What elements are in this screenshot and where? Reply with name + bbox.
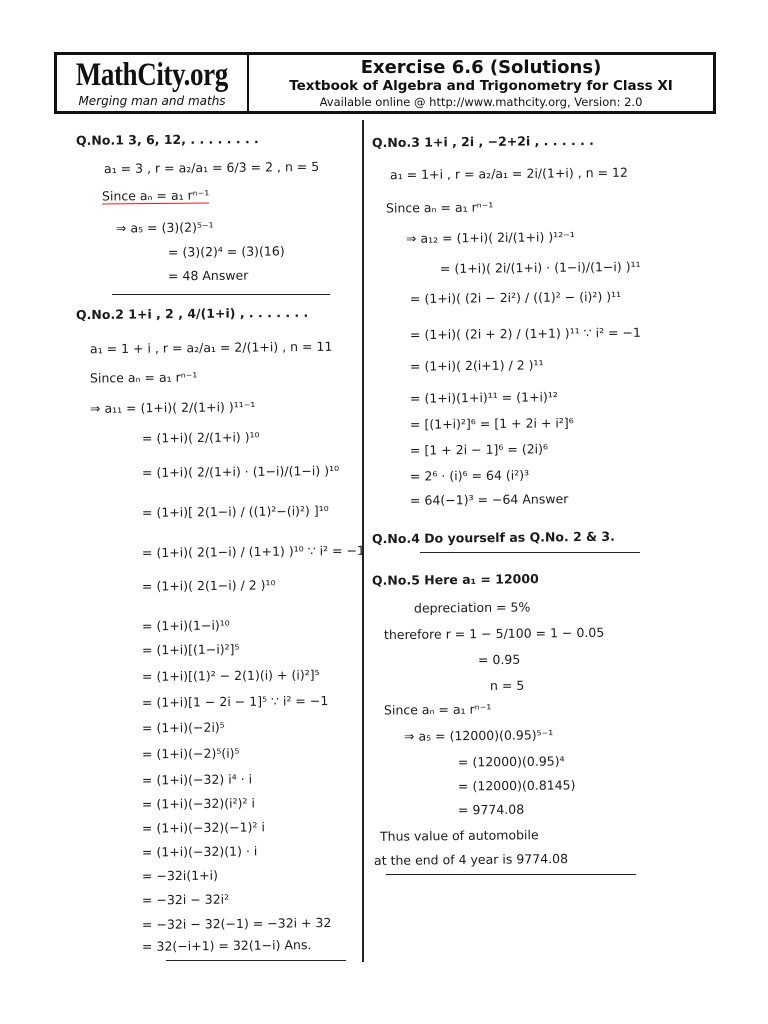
separator-rule (112, 294, 330, 295)
answer-line: = 32(−i+1) = 32(1−i) Ans. (141, 937, 312, 954)
conclusion-line: at the end of 4 year is 9774.08 (373, 850, 569, 869)
solution-line: = (1+i)( (2i − 2i²) / ((1)² − (i)²) )¹¹ (409, 288, 622, 307)
solution-line: ⇒ a₅ = (3)(2)⁵⁻¹ (115, 219, 214, 236)
tagline: Merging man and maths (78, 94, 226, 108)
availability-line[interactable]: Available online @ http://www.mathcity.org, Version: 2.0 (319, 95, 643, 109)
question-4-heading: Q.No.4 Do yourself as Q.No. 2 & 3. (371, 528, 615, 547)
solution-line: = (12000)(0.8145) (457, 777, 576, 794)
solution-line: = [1 + 2i − 1]⁶ = (2i)⁶ (409, 441, 549, 458)
solution-line: a₁ = 1+i , r = a₂/a₁ = 2i/(1+i) , n = 12 (389, 164, 628, 183)
solution-line: = (1+i)( (2i + 2) / (1+1) )¹¹ ∵ i² = −1 (409, 324, 641, 343)
solution-line: = (1+i)[ 2(1−i) / ((1)²−(i)²) ]¹⁰ (141, 503, 329, 520)
solution-line: = (1+i)[(1)² − 2(1)(i) + (i)²]⁵ (141, 667, 320, 684)
logo-box (57, 55, 249, 111)
question-5-heading: Q.No.5 Here a₁ = 12000 (371, 571, 539, 588)
solution-line: = −32i − 32i² (141, 891, 230, 908)
solution-line: ⇒ a₅ = (12000)(0.95)⁵⁻¹ (403, 727, 554, 744)
book-subtitle: Textbook of Algebra and Trigonometry for Class XI (289, 78, 673, 94)
solution-line: = (1+i)(−2i)⁵ (141, 719, 225, 736)
solution-line: = (3)(2)⁴ = (3)(16) (167, 243, 285, 260)
solution-line: n = 5 (489, 677, 525, 694)
solution-line: = 0.95 (477, 651, 521, 668)
separator-rule (166, 960, 346, 961)
separator-rule (386, 874, 636, 875)
solution-line: a₁ = 1 + i , r = a₂/a₁ = 2/(1+i) , n = 11 (89, 338, 333, 357)
solution-line: = (1+i)( 2(1−i) / (1+1) )¹⁰ ∵ i² = −1 (141, 542, 366, 561)
solution-line: = (1+i)( 2/(1+i) · (1−i)/(1−i) )¹⁰ (141, 462, 340, 481)
answer-line: = 64(−1)³ = −64 Answer (409, 491, 569, 508)
formula-line: Since aₙ = a₁ rⁿ⁻¹ (385, 199, 494, 216)
solution-line: = 9774.08 (457, 801, 525, 818)
conclusion-line: Thus value of automobile (379, 827, 539, 844)
question-1-heading: Q.No.1 3, 6, 12, . . . . . . . . (75, 131, 259, 148)
solution-line: = (1+i)(1−i)¹⁰ (141, 617, 230, 634)
solution-line: = (1+i)(1+i)¹¹ = (1+i)¹² (409, 389, 558, 406)
solution-line: = 2⁶ · (i)⁶ = 64 (i²)³ (409, 467, 530, 484)
solution-line: = (1+i)(−2)⁵(i)⁵ (141, 745, 240, 762)
solution-line: = (1+i)(−32)(−1)² i (141, 819, 265, 836)
solution-line: = (1+i)( 2i/(1+i) · (1−i)/(1−i) )¹¹ (439, 258, 641, 277)
solution-line: = (1+i)(−32) i⁴ · i (141, 771, 253, 788)
mathcity-logo[interactable]: MathCity.org (75, 57, 229, 93)
exercise-title: Exercise 6.6 (Solutions) (360, 57, 602, 78)
solution-line: = −32i − 32(−1) = −32i + 32 (141, 915, 332, 932)
solution-line: a₁ = 3 , r = a₂/a₁ = 6/3 = 2 , n = 5 (103, 158, 320, 177)
formula-line: Since aₙ = a₁ rⁿ⁻¹ (89, 369, 198, 386)
formula-line: Since aₙ = a₁ rⁿ⁻¹ (383, 701, 492, 718)
solution-line: = −32i(1+i) (141, 867, 219, 884)
solution-line: = (1+i)[(1−i)²]⁵ (141, 641, 240, 658)
solution-line: = (1+i)(−32)(i²)² i (141, 795, 256, 812)
solution-line: ⇒ a₁₁ = (1+i)( 2/(1+i) )¹¹⁻¹ (89, 399, 256, 416)
solution-line: depreciation = 5% (413, 599, 531, 616)
solution-line: = (1+i)( 2(i+1) / 2 )¹¹ (409, 357, 544, 374)
solution-line: = (1+i)( 2/(1+i) )¹⁰ (141, 429, 260, 446)
header-box (54, 52, 716, 114)
solution-line: = (1+i)[1 − 2i − 1]⁵ ∵ i² = −1 (141, 693, 329, 710)
question-3-heading: Q.No.3 1+i , 2i , −2+2i , . . . . . . (371, 132, 594, 151)
solution-line: = (12000)(0.95)⁴ (457, 753, 565, 770)
question-2-heading: Q.No.2 1+i , 2 , 4/(1+i) , . . . . . . . (75, 304, 309, 323)
solution-line: ⇒ a₁₂ = (1+i)( 2i/(1+i) )¹²⁻¹ (405, 229, 575, 246)
solution-line: therefore r = 1 − 5/100 = 1 − 0.05 (383, 624, 605, 643)
answer-line: = 48 Answer (167, 267, 249, 284)
solution-line: = (1+i)(−32)(1) · i (141, 843, 258, 860)
separator-rule (420, 552, 640, 553)
solution-line: = (1+i)( 2(1−i) / 2 )¹⁰ (141, 577, 276, 594)
title-box (249, 55, 713, 111)
column-divider (362, 120, 364, 962)
solution-line: = [(1+i)²]⁶ = [1 + 2i + i²]⁶ (409, 415, 574, 432)
formula-line: Since aₙ = a₁ rⁿ⁻¹ (101, 187, 210, 204)
